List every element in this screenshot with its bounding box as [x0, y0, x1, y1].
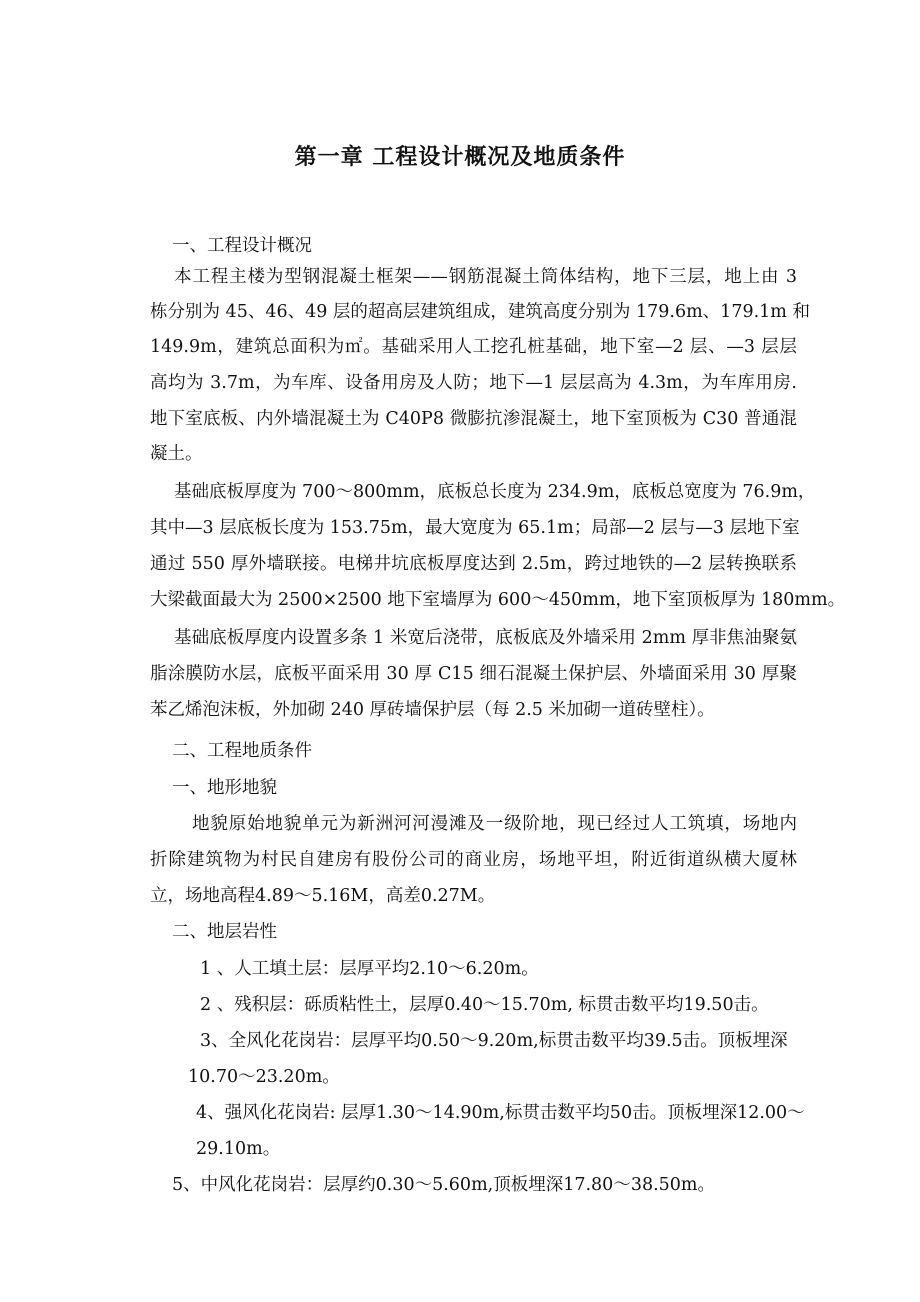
paragraph-line: 基础底板厚度为 700～800mm，底板总长度为 234.9m，底板总宽度为 76.9m，: [174, 482, 816, 502]
paragraph-line: 149.9m，建筑总面积为㎡。基础采用人工挖孔桩基础，地下室—2 层、—3 层层: [150, 337, 797, 357]
list-item: 4、强风化花岗岩: 层厚1.30～14.90m,标贯击数平均50击。顶板埋深12.00～: [196, 1103, 805, 1123]
list-item: 3、全风化花岗岩：层厚平均0.50～9.20m,标贯击数平均39.5击。顶板埋深: [200, 1031, 788, 1051]
list-item: 2 、残积层：砾质粘性土，层厚0.40～15.70m, 标贯击数平均19.50击。: [200, 995, 769, 1015]
paragraph-line: 凝土。: [150, 444, 203, 464]
paragraph-line: 高均为 3.7m，为车库、设备用房及人防；地下—1 层层高为 4.3m，为车库用房.: [150, 373, 797, 393]
paragraph-line: 地下室底板、内外墙混凝土为 C40P8 微膨抗渗混凝土，地下室顶板为 C30 普通混: [150, 409, 797, 429]
list-item: 29.10m。: [196, 1139, 281, 1159]
subsection-heading: 二、地层岩性: [172, 922, 277, 942]
list-item: 5、中风化花岗岩：层厚约0.30～5.60m,顶板埋深17.80～38.50m。: [172, 1175, 716, 1195]
paragraph-line: 苯乙烯泡沫板，外加砌 240 厚砖墙保护层（每 2.5 米加砌一道砖壁柱）。: [150, 700, 715, 720]
list-item: 1 、人工填土层：层厚平均2.10～6.20m。: [200, 959, 539, 979]
section-heading: 一、工程设计概况: [172, 236, 312, 256]
list-item: 10.70～23.20m。: [188, 1067, 340, 1087]
subsection-heading: 一、地形地貌: [172, 778, 277, 798]
page-title: 第一章 工程设计概况及地质条件: [294, 145, 626, 170]
paragraph-line: 折除建筑物为村民自建房有股份公司的商业房，场地平坦，附近街道纵横大厦林: [150, 850, 797, 870]
paragraph-line: 通过 550 厚外墙联接。电梯井坑底板厚度达到 2.5m，跨过地铁的—2 层转换联系: [150, 554, 797, 574]
paragraph-line: 脂涂膜防水层，底板平面采用 30 厚 C15 细石混凝土保护层、外墙面采用 30 厚聚: [150, 664, 797, 684]
paragraph-line: 本工程主楼为型钢混凝土框架——钢筋混凝土筒体结构，地下三层，地上由 3: [174, 267, 797, 287]
paragraph-line: 其中—3 层底板长度为 153.75m，最大宽度为 65.1m；局部—2 层与—3 层地下室: [150, 518, 800, 538]
section-heading: 二、工程地质条件: [172, 741, 312, 761]
paragraph-line: 基础底板厚度内设置多条 1 米宽后浇带，底板底及外墙采用 2mm 厚非焦油聚氨: [174, 628, 797, 648]
paragraph-line: 地貌原始地貌单元为新洲河河漫滩及一级阶地，现已经过人工筑填，场地内: [192, 814, 797, 834]
paragraph-line: 立，场地高程4.89～5.16M，高差0.27M。: [150, 886, 496, 906]
paragraph-line: 栋分别为 45、46、49 层的超高层建筑组成，建筑高度分别为 179.6m、179.1m 和: [150, 302, 810, 322]
paragraph-line: 大梁截面最大为 2500×2500 地下室墙厚为 600～450mm，地下室顶板厚为 180mm。: [150, 590, 846, 610]
